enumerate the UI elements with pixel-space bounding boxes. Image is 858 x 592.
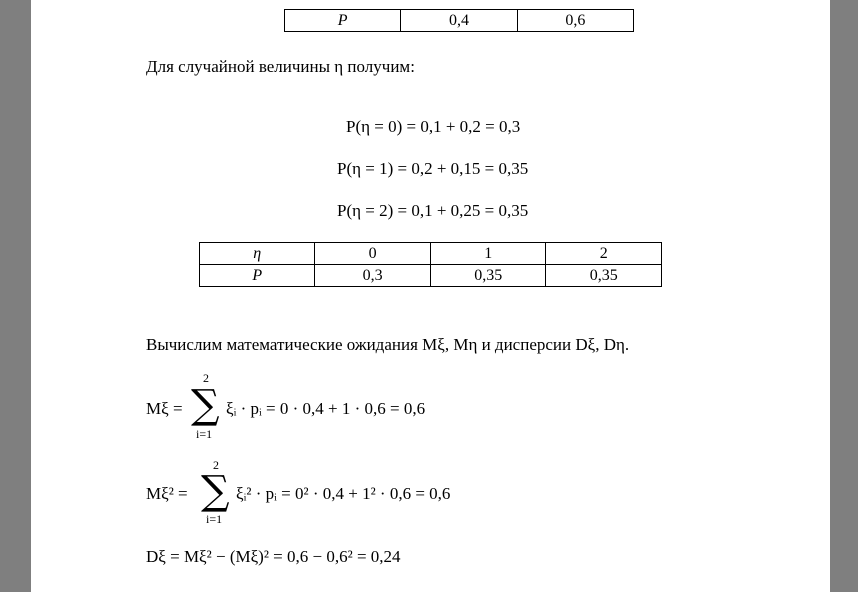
table-row (200, 265, 662, 287)
equation-eta-0: P(η = 0) = 0,1 + 0,2 = 0,3 (346, 117, 521, 136)
sum-upper-limit: 2 (203, 371, 209, 385)
paragraph-eta-intro: Для случайной величины η получим: (146, 57, 415, 76)
table-cell: 0,35 (430, 265, 546, 287)
sum-lower-limit: i=1 (196, 427, 213, 441)
table-cell: 0,4 (401, 10, 517, 32)
xi-distribution-table (284, 9, 634, 32)
sum-lower-limit: i=1 (206, 512, 223, 526)
paragraph-calc-intro: Вычислим математические ожидания Mξ, Mη и дисперсии Dξ, Dη. (146, 335, 630, 354)
sigma-symbol: ∑ (191, 382, 220, 428)
table-cell: 0,35 (546, 265, 662, 287)
formula-mxi2-rhs: ξᵢ² · pᵢ = 0² · 0,4 + 1² · 0,6 = 0,6 (236, 484, 451, 503)
sigma-symbol: ∑ (201, 468, 230, 514)
formula-mxi2-lhs: Mξ² = (146, 484, 188, 503)
formula-mxi-lhs: Mξ = (146, 399, 183, 418)
table-head-cell: P (200, 265, 315, 287)
table-row (285, 10, 634, 32)
formula-dxi: Dξ = Mξ² − (Mξ)² = 0,6 − 0,6² = 0,24 (146, 547, 401, 566)
table-row (200, 243, 662, 265)
table-cell: 2 (546, 243, 662, 265)
eta-distribution-table (199, 242, 662, 287)
table-head-cell: η (200, 243, 315, 265)
table-cell: 0 (315, 243, 430, 265)
sum-upper-limit: 2 (213, 458, 219, 472)
table-cell: 1 (430, 243, 546, 265)
equation-eta-2: P(η = 2) = 0,1 + 0,25 = 0,35 (337, 201, 529, 220)
formula-mxi-rhs: ξᵢ · pᵢ = 0 · 0,4 + 1 · 0,6 = 0,6 (226, 399, 426, 418)
equation-eta-1: P(η = 1) = 0,2 + 0,15 = 0,35 (337, 159, 529, 178)
table-head-cell: P (285, 10, 401, 32)
table-cell: 0,6 (517, 10, 633, 32)
table-cell: 0,3 (315, 265, 430, 287)
